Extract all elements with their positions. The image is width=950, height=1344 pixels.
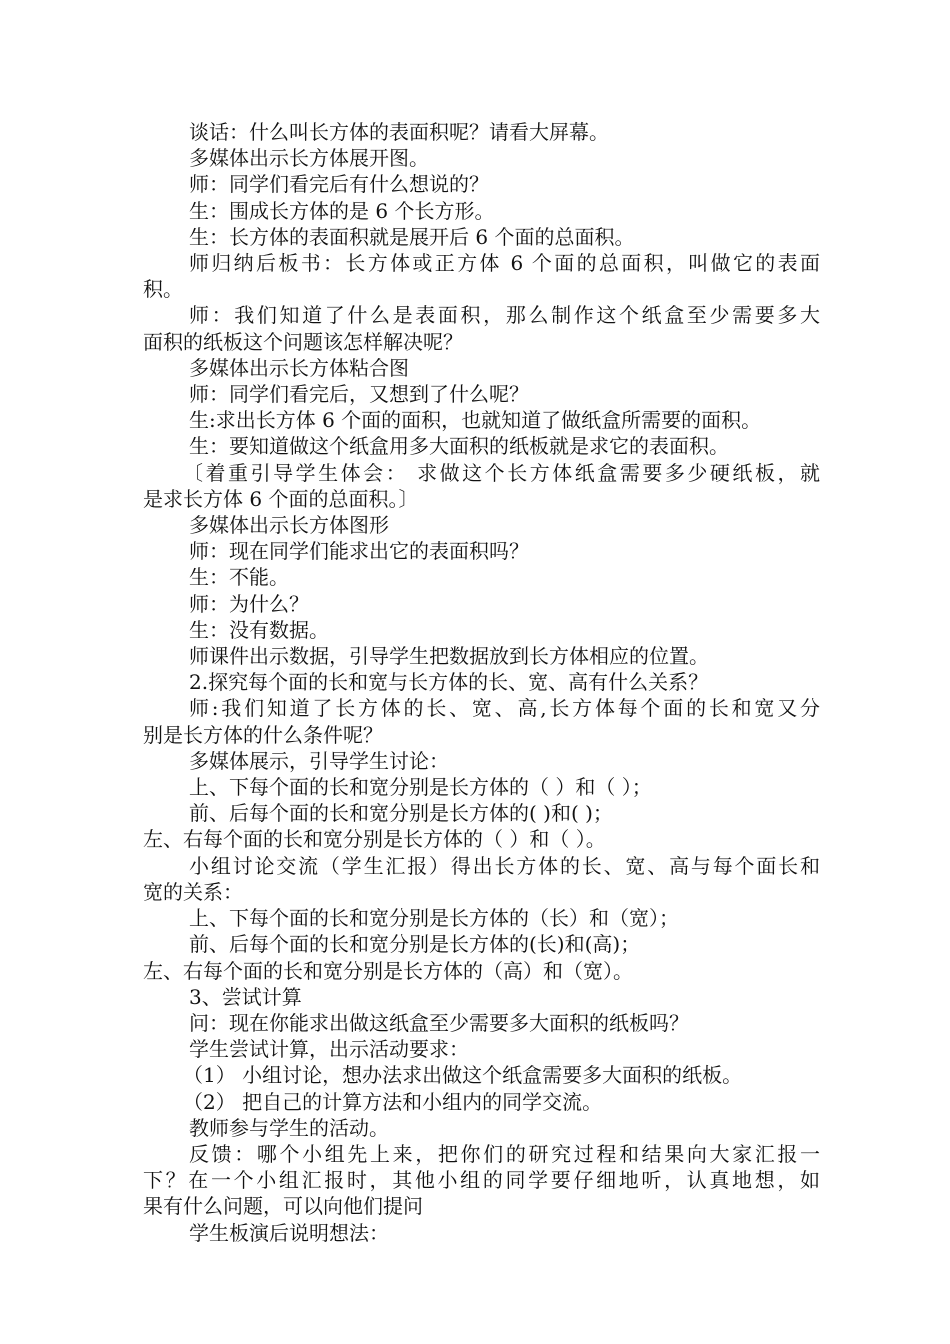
text-line: 别是长方体的什么条件呢？ bbox=[143, 722, 383, 747]
text-line: 学生板演后说明想法： bbox=[189, 1220, 389, 1245]
text-line: 师归纳后板书：长方体或正方体 6 个面的总面积，叫做它的表面 bbox=[189, 251, 820, 276]
section-heading: 3、尝试计算 bbox=[189, 984, 302, 1009]
text-line: 反馈：哪个小组先上来，把你们的研究过程和结果向大家汇报一 bbox=[189, 1141, 820, 1166]
list-item: （2） 把自己的计算方法和小组内的同学交流。 bbox=[183, 1089, 603, 1114]
text-line: 师：我们知道了什么是表面积，那么制作这个纸盒至少需要多大 bbox=[189, 303, 820, 328]
text-line: 多媒体出示长方体粘合图 bbox=[189, 355, 409, 380]
section-heading: 2.探究每个面的长和宽与长方体的长、宽、高有什么关系？ bbox=[189, 670, 709, 695]
text-line: 师：为什么？ bbox=[189, 591, 309, 616]
text-line: 生：长方体的表面积就是展开后 6 个面的总面积。 bbox=[189, 224, 635, 249]
text-line: 前、后每个面的长和宽分别是长方体的( )和( )； bbox=[189, 801, 613, 826]
text-line: 多媒体出示长方体展开图。 bbox=[189, 146, 429, 171]
text-line: 生：没有数据。 bbox=[189, 617, 329, 642]
text-line: 〔着重引导学生体会： 求做这个长方体纸盒需要多少硬纸板，就 bbox=[183, 460, 820, 485]
text-line: 师：现在同学们能求出它的表面积吗？ bbox=[189, 539, 529, 564]
text-line: 左、右每个面的长和宽分别是长方体的（ ）和（ ）。 bbox=[143, 827, 606, 852]
text-line: 生：不能。 bbox=[189, 565, 289, 590]
list-item: （1） 小组讨论，想办法求出做这个纸盒需要多大面积的纸板。 bbox=[183, 1063, 743, 1088]
text-line: 师课件出示数据，引导学生把数据放到长方体相应的位置。 bbox=[189, 644, 709, 669]
text-line: 面积的纸板这个问题该怎样解决呢？ bbox=[143, 329, 463, 354]
text-line: 左、右每个面的长和宽分别是长方体的（高）和（宽）。 bbox=[143, 958, 633, 983]
text-line: 上、下每个面的长和宽分别是长方体的（ ）和（ ）； bbox=[189, 775, 652, 800]
text-line: 果有什么问题，可以向他们提问 bbox=[143, 1194, 423, 1219]
text-line: 小组讨论交流（学生汇报）得出长方体的长、宽、高与每个面长和 bbox=[189, 853, 820, 878]
text-line: 生：要知道做这个纸盒用多大面积的纸板就是求它的表面积。 bbox=[189, 434, 729, 459]
text-line: 生：围成长方体的是 6 个长方形。 bbox=[189, 198, 495, 223]
text-line: 积。 bbox=[143, 277, 183, 302]
text-line: 师：同学们看完后有什么想说的？ bbox=[189, 172, 489, 197]
text-line: 上、下每个面的长和宽分别是长方体的（长）和（宽）； bbox=[189, 906, 679, 931]
text-line: 问：现在你能求出做这纸盒至少需要多大面积的纸板吗？ bbox=[189, 1010, 689, 1035]
text-line: 是求长方体 6 个面的总面积。〕 bbox=[143, 486, 419, 511]
text-line: 多媒体出示长方体图形 bbox=[189, 513, 389, 538]
text-line: 下？在一个小组汇报时，其他小组的同学要仔细地听，认真地想，如 bbox=[143, 1168, 820, 1193]
text-line: 宽的关系： bbox=[143, 879, 243, 904]
text-line: 多媒体展示，引导学生讨论： bbox=[189, 748, 449, 773]
text-line: 师:我们知道了长方体的长、宽、高,长方体每个面的长和宽又分 bbox=[189, 696, 820, 721]
text-line: 谈话：什么叫长方体的表面积呢？请看大屏幕。 bbox=[189, 120, 609, 144]
text-line: 师：同学们看完后，又想到了什么呢？ bbox=[189, 382, 529, 407]
text-line: 学生尝试计算，出示活动要求： bbox=[189, 1037, 469, 1062]
text-line: 前、后每个面的长和宽分别是长方体的(长)和(高)； bbox=[189, 932, 641, 957]
text-line: 生:求出长方体 6 个面的面积，也就知道了做纸盒所需要的面积。 bbox=[189, 408, 762, 433]
text-line: 教师参与学生的活动。 bbox=[189, 1115, 389, 1140]
